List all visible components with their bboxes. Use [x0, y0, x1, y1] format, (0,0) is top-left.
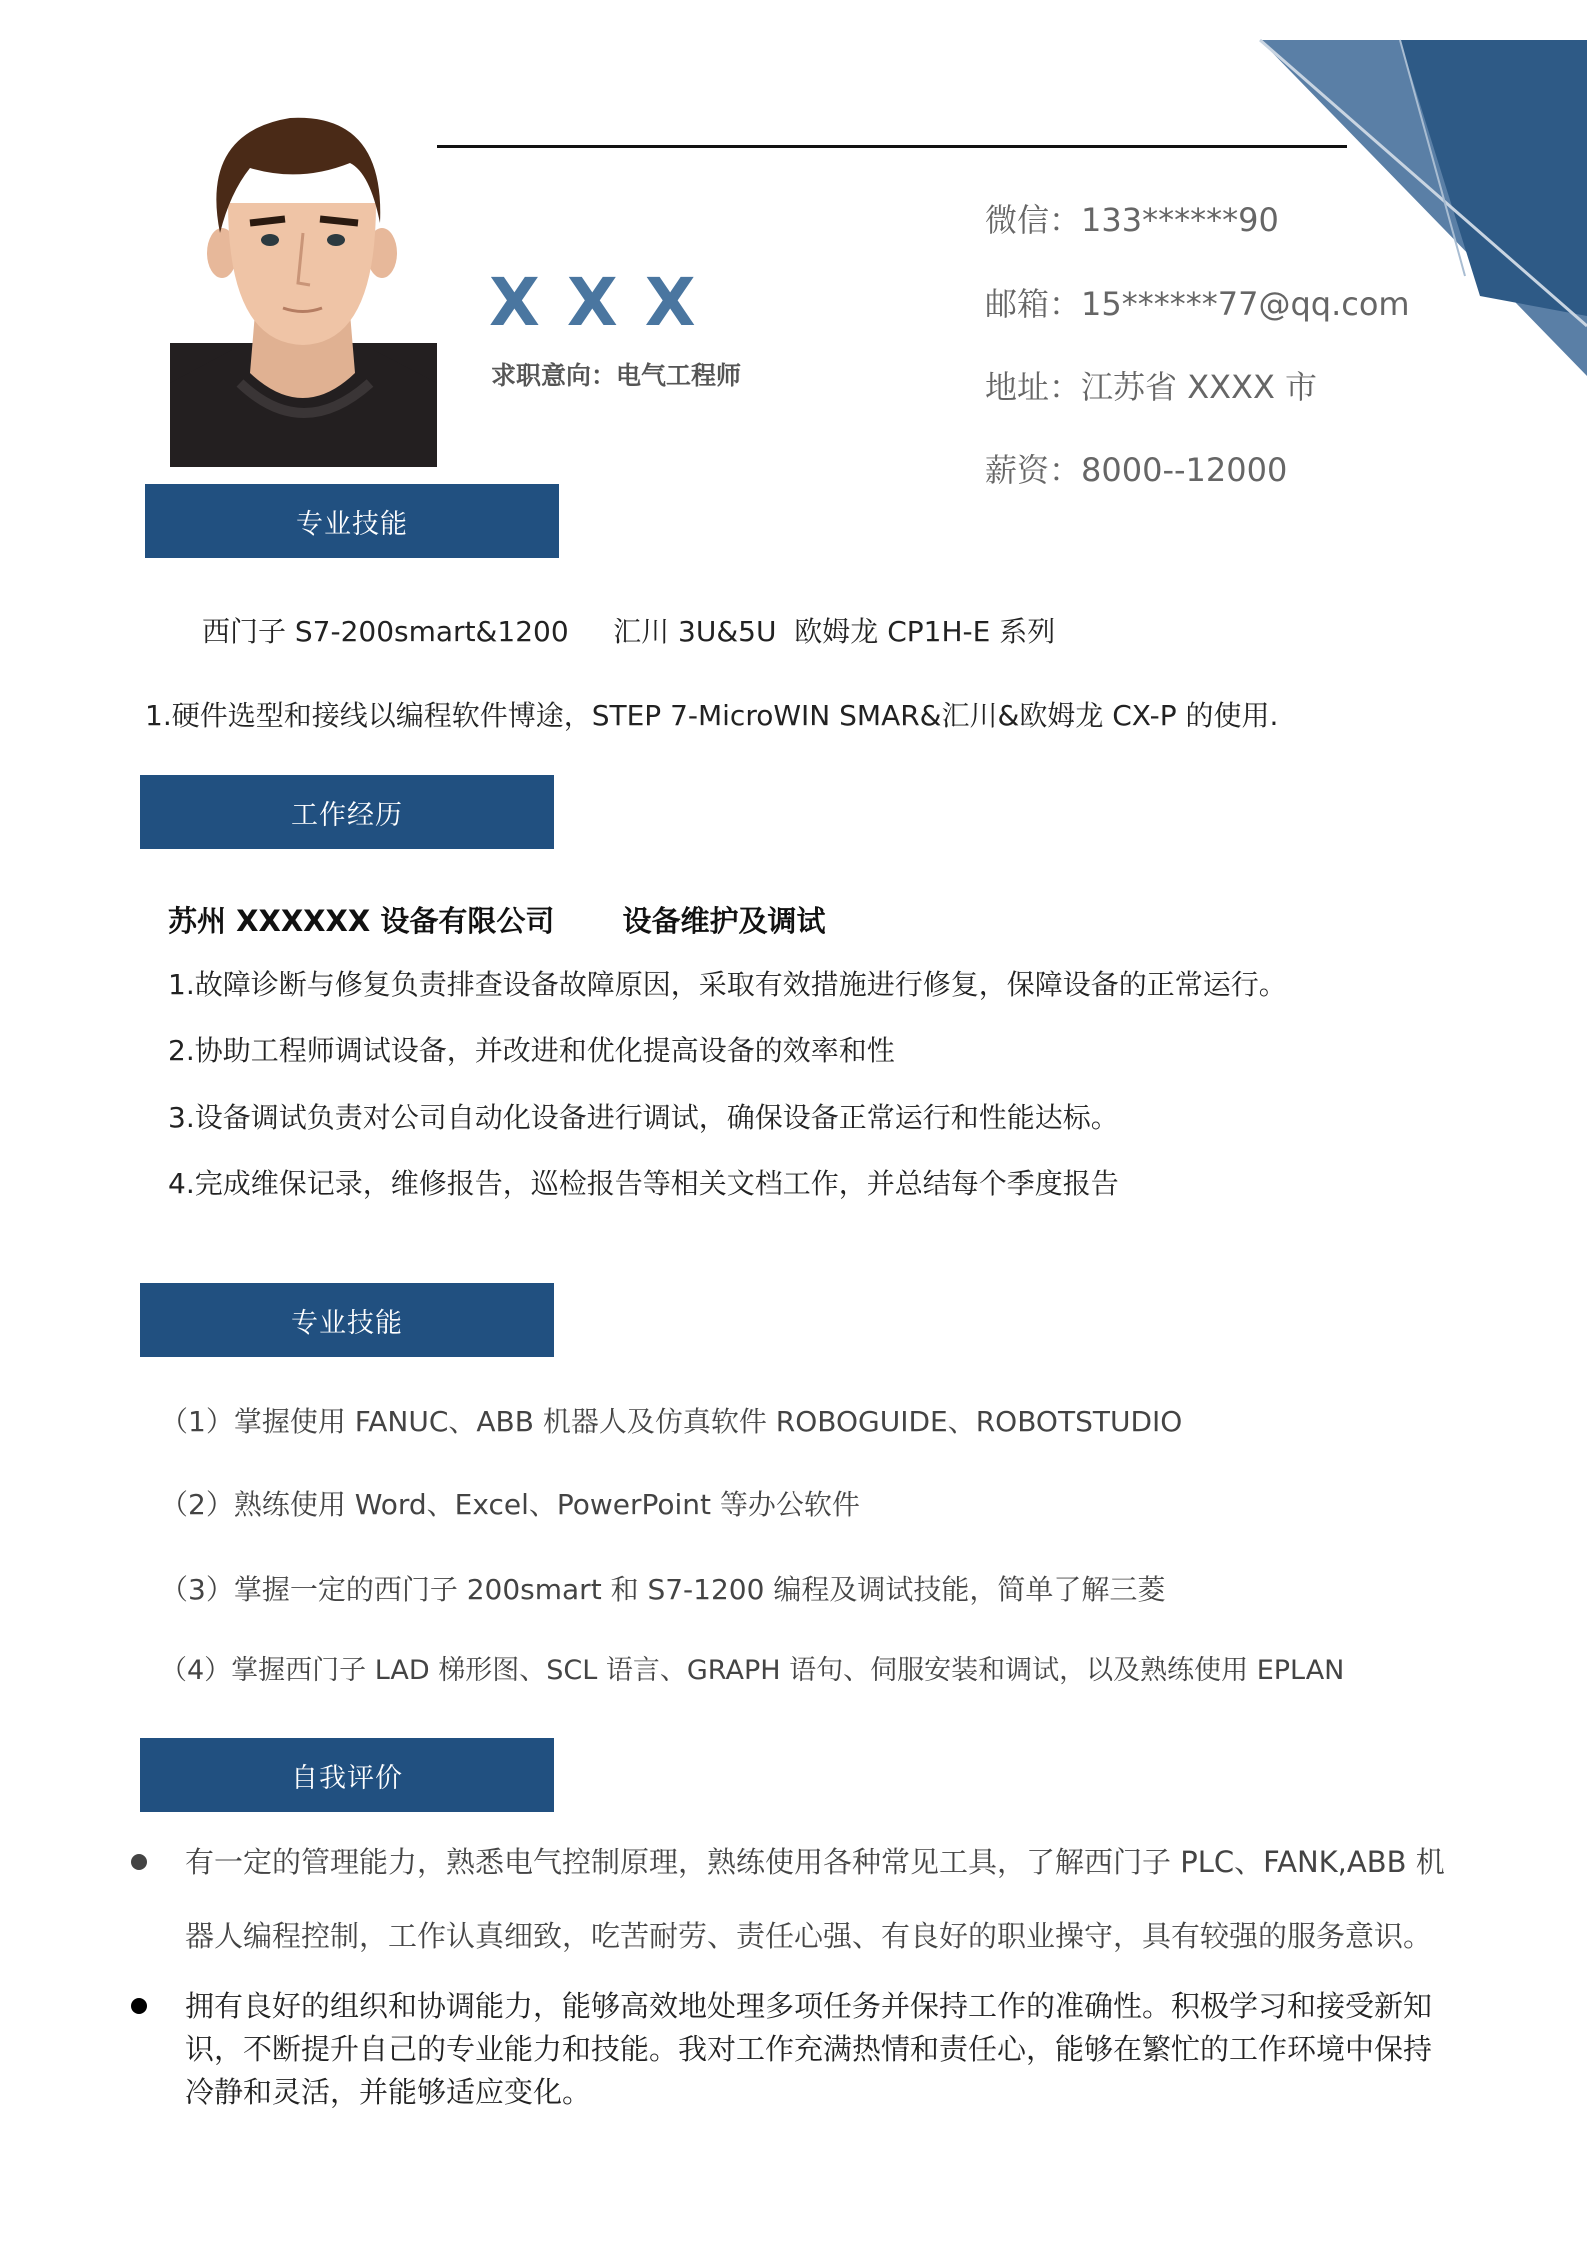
contact-address — [985, 367, 1317, 407]
skills-platforms: 西门子 S7-200smart&1200 汇川 3U&5U 欧姆龙 CP1H-E 系列 — [202, 615, 1056, 648]
bullet-icon — [131, 1998, 147, 2014]
self-eval-2-line: 冷静和灵活，并能够适应变化。 — [185, 2075, 592, 2109]
self-eval-2-line: 识，不断提升自己的专业能力和技能。我对工作充满热情和责任心，能够在繁忙的工作环境中保持 — [185, 2032, 1433, 2066]
work-company — [168, 899, 825, 940]
corner-decoration — [1250, 36, 1587, 376]
contact-label: 邮箱： — [985, 285, 1082, 323]
skill-item: （3）掌握一定的西门子 200smart 和 S7-1200 编程及调试技能，简单了解三菱 — [160, 1573, 1166, 1606]
skill-item: （2）熟练使用 Word、Excel、PowerPoint 等办公软件 — [160, 1488, 860, 1521]
contact-value: 江苏省 XXXX 市 — [1081, 368, 1318, 406]
self-eval-1-line: 器人编程控制，工作认真细致，吃苦耐劳、责任心强、有良好的职业操守，具有较强的服务意识。 — [185, 1919, 1433, 1953]
self-eval-1-line: 有一定的管理能力，熟悉电气控制原理，熟练使用各种常见工具，了解西门子 PLC、FANK,ABB 机 — [185, 1845, 1445, 1879]
contact-value: 8000--12000 — [1081, 451, 1288, 489]
contact-email — [985, 284, 1410, 324]
company-name: 苏州 XXXXXX 设备有限公司 — [168, 904, 555, 938]
section-header-skills: 专业技能 — [145, 484, 559, 558]
candidate-name: X X X — [489, 264, 698, 341]
avatar — [170, 113, 437, 467]
work-item: 2.协助工程师调试设备，并改进和优化提高设备的效率和性 — [168, 1034, 895, 1067]
self-eval-2-line: 拥有良好的组织和协调能力，能够高效地处理多项任务并保持工作的准确性。积极学习和接受新知 — [185, 1989, 1433, 2023]
skill-item: （4）掌握西门子 LAD 梯形图、SCL 语言、GRAPH 语句、伺服安装和调试，以及熟练使用 EPLAN — [160, 1655, 1345, 1686]
contact-label: 微信： — [985, 201, 1082, 239]
job-intent: 求职意向：电气工程师 — [491, 361, 742, 390]
section-header-self-evaluation: 自我评价 — [140, 1738, 554, 1812]
bullet-icon — [131, 1854, 147, 1870]
contact-value: 15******77@qq.com — [1081, 285, 1410, 323]
contact-label: 地址： — [985, 368, 1082, 406]
section-header-skills-2: 专业技能 — [140, 1283, 554, 1357]
header-rule — [437, 145, 1347, 148]
contact-label: 薪资： — [985, 451, 1082, 489]
skills-software: 1.硬件选型和接线以编程软件博途，STEP 7-MicroWIN SMAR&汇川&欧姆龙 CX-P 的使用. — [145, 699, 1279, 732]
contact-wechat — [985, 200, 1279, 240]
contact-value: 133******90 — [1081, 201, 1279, 239]
section-header-work: 工作经历 — [140, 775, 554, 849]
position-title: 设备维护及调试 — [622, 904, 826, 938]
skill-item: （1）掌握使用 FANUC、ABB 机器人及仿真软件 ROBOGUIDE、ROBOTSTUDIO — [160, 1405, 1183, 1438]
work-item: 3.设备调试负责对公司自动化设备进行调试，确保设备正常运行和性能达标。 — [168, 1101, 1119, 1134]
contact-salary — [985, 450, 1287, 490]
work-item: 1.故障诊断与修复负责排查设备故障原因，采取有效措施进行修复，保障设备的正常运行。 — [168, 968, 1287, 1001]
work-item: 4.完成维保记录，维修报告，巡检报告等相关文档工作，并总结每个季度报告 — [168, 1167, 1119, 1200]
